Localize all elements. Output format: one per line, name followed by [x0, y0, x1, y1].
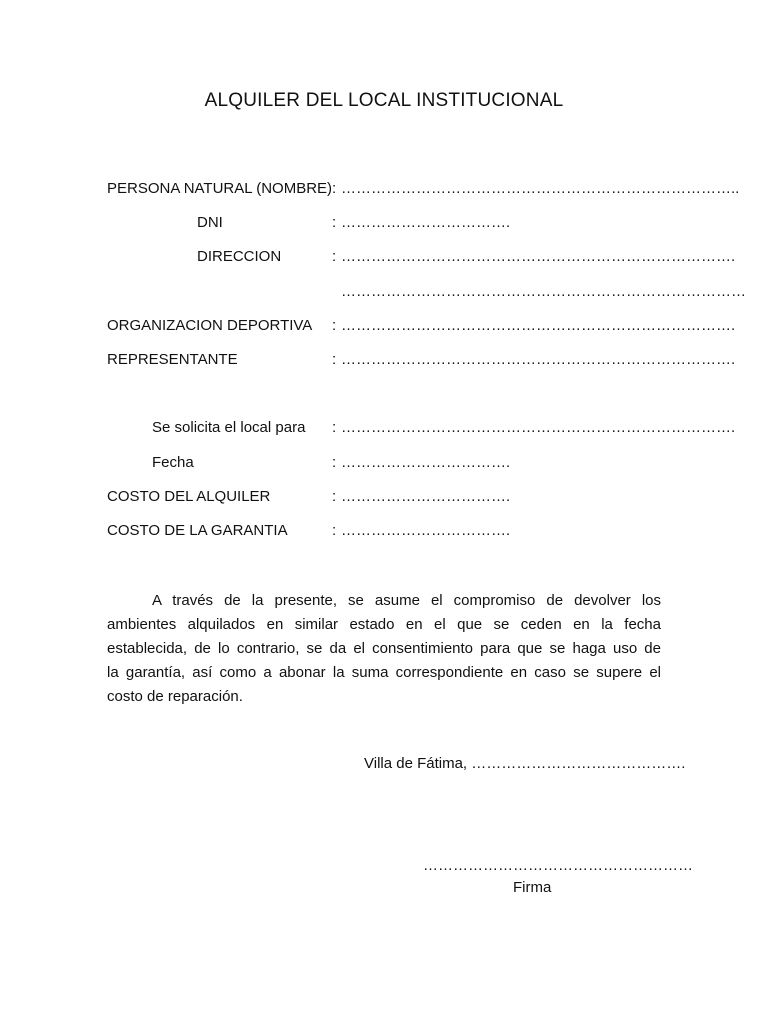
- paragraph-line: A través de la presente, se asume el compromiso de devolver los: [152, 592, 661, 609]
- field-blank-direccion: …………………………………………………………………….: [341, 248, 736, 265]
- document-title: ALQUILER DEL LOCAL INSTITUCIONAL: [204, 90, 564, 111]
- field-blank-costo-alquiler: …………………………….: [341, 488, 511, 505]
- field-label-local-para: Se solicita el local para: [152, 419, 306, 436]
- field-label-costo-alquiler: COSTO DEL ALQUILER: [107, 488, 271, 505]
- field-blank-costo-garantia: …………………………….: [341, 522, 511, 539]
- field-separator: :: [332, 351, 337, 368]
- field-label-direccion: DIRECCION: [197, 248, 282, 265]
- signature-label: Firma: [513, 879, 552, 896]
- field-separator: :: [332, 214, 337, 231]
- field-label-dni: DNI: [197, 214, 223, 231]
- field-blank-persona-natural: ……………………………………………………………………..: [341, 180, 740, 197]
- paragraph-line: la garantía, así como a abonar la suma correspondiente en caso se supere el: [107, 664, 661, 681]
- field-separator: :: [332, 454, 337, 471]
- field-blank-organizacion-deportiva: …………………………………………………………………….: [341, 317, 736, 334]
- field-separator: :: [332, 317, 337, 334]
- field-separator: :: [332, 522, 337, 539]
- signature-line: ………………………………………………: [423, 857, 693, 874]
- field-separator: :: [332, 248, 337, 265]
- paragraph-line: ambientes alquilados en similar estado en el que se ceden en la fecha: [107, 616, 661, 633]
- field-label-organizacion-deportiva: ORGANIZACION DEPORTIVA: [107, 317, 313, 334]
- paragraph-line: costo de reparación.: [107, 688, 243, 705]
- place-date-line: Villa de Fátima, …………………………………….: [364, 755, 686, 772]
- field-label-representante: REPRESENTANTE: [107, 351, 238, 368]
- field-separator: :: [332, 180, 337, 197]
- paragraph-line: establecida, de lo contrario, se da el consentimiento para que se haga uso de: [107, 640, 661, 657]
- field-label-fecha: Fecha: [152, 454, 194, 471]
- field-label-persona-natural: PERSONA NATURAL (NOMBRE): [107, 180, 333, 197]
- field-separator: :: [332, 488, 337, 505]
- field-separator: :: [332, 419, 337, 436]
- field-label-costo-garantia: COSTO DE LA GARANTIA: [107, 522, 288, 539]
- field-blank-dni: …………………………….: [341, 214, 511, 231]
- field-blank-representante: …………………………………………………………………….: [341, 351, 736, 368]
- commitment-paragraph: [107, 589, 661, 709]
- field-blank-direccion-continuation: ………………………………………………………………………: [341, 283, 746, 300]
- field-blank-local-para: …………………………………………………………………….: [341, 419, 736, 436]
- field-blank-fecha: …………………………….: [341, 454, 511, 471]
